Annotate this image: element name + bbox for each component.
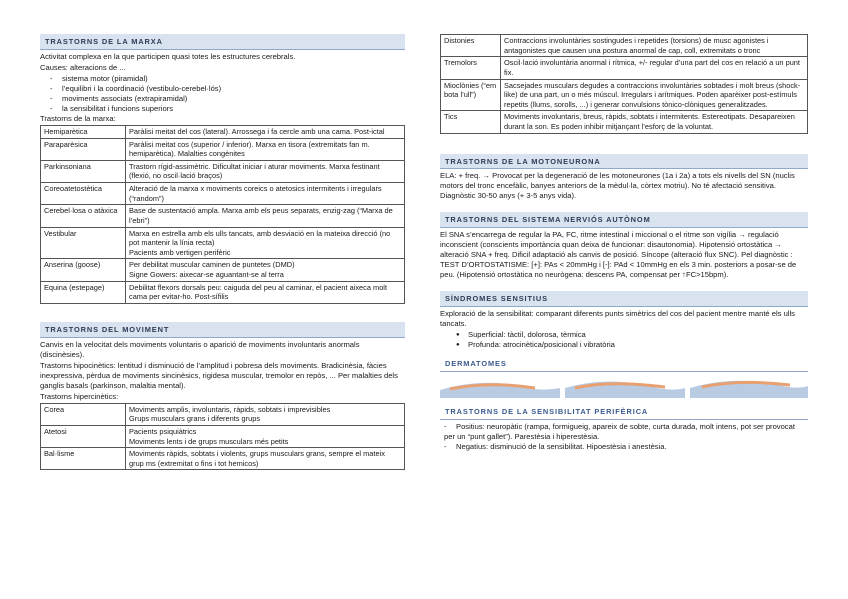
table-cell-term: Vestibular <box>41 227 126 259</box>
list-item: - sistema motor (piramidal) <box>50 74 405 84</box>
table-cell-term: Distonies <box>441 35 501 57</box>
list-item: ● Superficial: tàctil, dolorosa, tèrmica <box>456 330 808 340</box>
table-cell-description: Trastorn rígid-assimètric. Dificultat iniciar i aturar moviments. Marxa festinant (flexió, no oscil·lació braços) <box>126 160 405 182</box>
moviment-table <box>40 403 405 471</box>
marxa-causes-label: Causes: alteracions de ... <box>40 62 126 72</box>
marxa-table <box>40 125 405 304</box>
sensitius-list <box>456 330 808 350</box>
table-row <box>41 227 405 259</box>
table-row <box>441 35 808 57</box>
table-cell-description: Oscil·lació involuntària anormal i rítmica, +/- regular d’una part del cos en relació a un punt fix. <box>501 57 808 79</box>
table-row <box>41 403 405 425</box>
section-heading-sensitius: SÍNDROMES SENSITIUS <box>440 291 808 307</box>
table-cell-term: Atetosi <box>41 425 126 447</box>
table-cell-description: Contraccions involuntàries sostingudes i repetides (torsions) de musc agonistes i antagonistes que causen una postura anormal de cap, coll, extremitats o tronc <box>501 35 808 57</box>
dermatomes-illustration <box>440 376 808 398</box>
section-heading-moviment: TRASTORNS DEL MOVIMENT <box>40 322 405 338</box>
list-item: - Positius: neuropàtic (rampa, formigueig, apareix de sobte, curta durada, molt intens, pot ser provocat per un “punt gallet”). Parestèsia i hiperestèsia. <box>444 422 808 442</box>
table-row <box>441 57 808 79</box>
table-cell-term: Equina (estepage) <box>41 281 126 303</box>
section-heading-sna: TRASTORNS DEL SISTEMA NERVIÓS AUTÒNOM <box>440 212 808 228</box>
table-cell-term: Tremolors <box>441 57 501 79</box>
list-item: ● Profunda: atrocinètica/posicional i vibratòria <box>456 340 808 350</box>
table-row <box>41 425 405 447</box>
sensitius-text: Exploració de la sensibilitat: comparant diferents punts simètrics del cos del pacient mentre manté els ulls tancats. <box>440 309 795 329</box>
table-row <box>441 111 808 133</box>
table-cell-description: Per debilitat muscular caminen de puntetes (DMD) Signe Gowers: aixecar-se aguantant-se al terra <box>126 259 405 281</box>
table-cell-term: Bal·lisme <box>41 448 126 470</box>
table-cell-term: Cerebel·losa o atàxica <box>41 205 126 227</box>
table-row <box>41 160 405 182</box>
section-heading-motoneurona: TRASTORNS DE LA MOTONEURONA <box>440 154 808 170</box>
marxa-intro: Activitat complexa en la que participen quasi totes les estructures cerebrals. <box>40 51 296 61</box>
table-cell-description: Moviments amplis, involuntaris, ràpids, sobtats i imprevisibles Grups musculars grans i diferents grups <box>126 403 405 425</box>
left-column <box>40 34 405 474</box>
table-cell-term: Tics <box>441 111 501 133</box>
marxa-causes-list <box>50 74 405 114</box>
table-cell-description: Paràlisi meitat cos (superior / inferior). Marxa en tisora (extremitats fan m. hemiparètica). Malalties congènites <box>126 138 405 160</box>
table-cell-term: Coreoatetostètica <box>41 183 126 205</box>
moviment-p1: Canvis en la velocitat dels moviments voluntaris o aparició de moviments involuntaris anormals (discinèsies). <box>40 339 360 359</box>
table-row <box>41 138 405 160</box>
list-item: - la sensibilitat i funcions superiors <box>50 104 405 114</box>
table-cell-description: Moviments ràpids, sobtats i violents, grups musculars grans, sempre el mateix grup ms (extremitat o fins i tot hemicos) <box>126 448 405 470</box>
table-cell-description: Pacients psiquiàtrics Moviments lents i de grups musculars més petits <box>126 425 405 447</box>
section-heading-periferica: TRASTORNS DE LA SENSIBILITAT PERIFÈRICA <box>440 404 808 420</box>
marxa-table-label: Trastorns de la marxa: <box>40 113 116 123</box>
section-heading-dermatomes: DERMATOMES <box>440 356 808 372</box>
periferica-list <box>444 422 808 452</box>
table-cell-description: Moviments involuntaris, breus, ràpids, sobtats i intermitents. Estereotipats. Desapareixen durant la son. Es poden inhibir mitjançant l’esforç de la voluntat. <box>501 111 808 133</box>
hipercinetics-table <box>440 34 808 134</box>
right-column <box>440 34 808 452</box>
table-cell-description: Base de sustentació ampla. Marxa amb els peus separats, enzig-zag (“Marxa de l’ebri”) <box>126 205 405 227</box>
table-row <box>441 79 808 111</box>
table-cell-term: Mioclònies (“em bota l’ull”) <box>441 79 501 111</box>
moviment-p3: Trastorns hipercinètics: <box>40 391 119 401</box>
list-item: - l’equilibri i la coordinació (vestibulo-cerebel·lós) <box>50 84 405 94</box>
table-cell-term: Anserina (goose) <box>41 259 126 281</box>
table-row <box>41 205 405 227</box>
table-row <box>41 448 405 470</box>
table-cell-term: Paraparèsica <box>41 138 126 160</box>
list-item: - moviments associats (extrapiramidal) <box>50 94 405 104</box>
table-cell-term: Parkinsoniana <box>41 160 126 182</box>
motoneurona-text: ELA: + freq. → Provocat per la degeneració de les motoneurones (1a i 2a) a tots els nivells del SN (nuclis motors del tronc encefàlic, banyes anteriors de la mèdul·la, còrtex motriu). No té afectació sensitiva. Diagnòstic 30-50 anys (+ 3-5 anys vida). <box>440 171 795 201</box>
dermatomes-figure <box>440 376 808 398</box>
list-item: - Negatius: disminució de la sensibilitat. Hipoestèsia i anestèsia. <box>444 442 808 452</box>
table-cell-term: Hemiparètica <box>41 125 126 138</box>
table-row <box>41 281 405 303</box>
table-cell-description: Alteració de la marxa x moviments coreics o atetosics intermitents i irregulars (“random”) <box>126 183 405 205</box>
section-heading-marxa: TRASTORNS DE LA MARXA <box>40 34 405 50</box>
sna-text: El SNA s’encarrega de regular la PA, FC, ritme intestinal i miccional o el ritme son vigília → regulació inconscient (conscients importància quan deixa de funcionar: disautonomia). Hipotensió ortostàtica → alteració SNA + freq. Dificil adaptació als canvis de posició. Síncope (alteració flux SNC). Pel diagnòstic : TEST D’ORTOSTATISME: [+]: PAs < 20mmHg i [-]: PAd < 10mmHg en els 3 min. posteriors a posar-se de peu. (Hipotensió ortostàtica no neurògena: descens PA, compensat per ↑FC>15bpm). <box>440 230 797 280</box>
table-cell-description: Debilitat flexors dorsals peu: caiguda del peu al caminar, el pacient aixeca molt cama per evitar-ho. Post-sífilis <box>126 281 405 303</box>
table-cell-term: Corea <box>41 403 126 425</box>
table-cell-description: Marxa en estrella amb els ulls tancats, amb desviació en la mateixa direcció (no pot mantenir la línia recta) Pacients amb vertigen perifèric <box>126 227 405 259</box>
table-row <box>41 259 405 281</box>
table-row <box>41 125 405 138</box>
table-cell-description: Paràlisi meitat del cos (lateral). Arrossega i fa cercle amb una cama. Post-ictal <box>126 125 405 138</box>
table-row <box>41 183 405 205</box>
table-cell-description: Sacsejades musculars degudes a contraccions involuntàries sobtades i molt breus (shock-like) de una part, un o més múscul. Irregulars i arítmiques. Poden aparèixer post-estímuls repetits (llums, sorolls, ...) i generar convulsions tònico-clòniques generalitzades. <box>501 79 808 111</box>
moviment-p2: Trastorns hipocinètics: lentitud i disminució de l’amplitud i pobresa dels moviments. Bradicinèsia, fàcies inexpressiva, pèrdua de moviments sincinèsics, rigidesa muscular, tremolor en repòs, ... Per malalties dels ganglis basals (parkinson, malaltia mental). <box>40 360 398 390</box>
